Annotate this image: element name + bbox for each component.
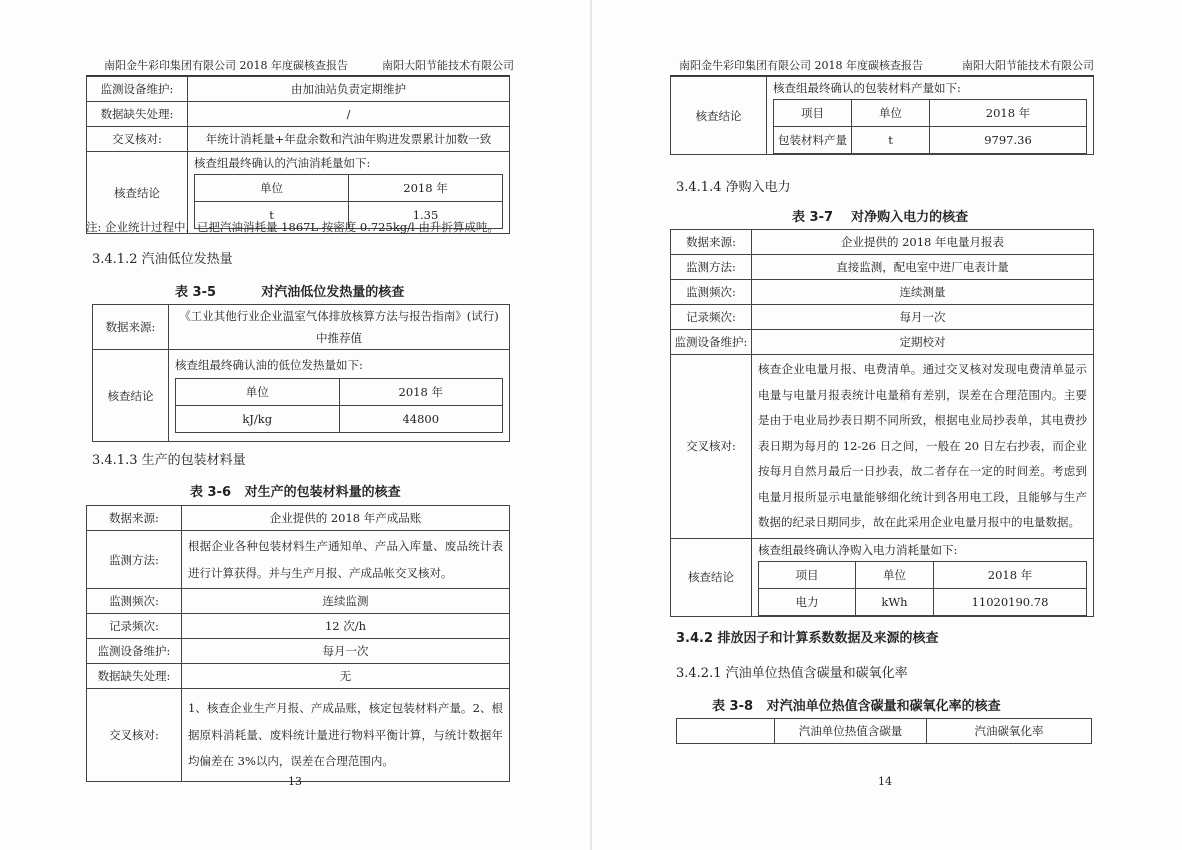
inner-head-cell: 单位 (195, 175, 349, 202)
row-label: 监测方法: (671, 255, 752, 280)
table-row (87, 77, 510, 102)
row-value: 1、核查企业生产月报、产成品账，核定包装材料产量。2、根据原料消耗量、废料统计量进行物料平衡计算，与统计数据年均偏差在 3%以内，误差在合理范围内。 (182, 689, 510, 782)
table-row (87, 506, 510, 531)
table-3-8-caption: 表 3-8 对汽油单位热值含碳量和碳氧化率的核查 (712, 699, 1001, 714)
inner-table (773, 99, 1087, 154)
table-gasoline-consumption (86, 76, 510, 234)
inner-cell: 44800 (339, 406, 503, 433)
row-value: 12 次/h (182, 614, 510, 639)
table-row (671, 255, 1094, 280)
table-3-5-caption: 表 3-5 对汽油低位发热量的核查 (175, 285, 405, 300)
table-row (87, 589, 510, 614)
row-label: 记录频次: (671, 305, 752, 330)
table-row (677, 719, 1092, 744)
table-row (87, 614, 510, 639)
section-342-heading: 3.4.2 排放因子和计算系数数据及来源的核查 (676, 631, 939, 646)
inner-head-cell: 2018 年 (934, 561, 1087, 588)
page-13 (0, 0, 590, 850)
table-row (671, 330, 1094, 355)
table-row (671, 280, 1094, 305)
row-value: 企业提供的 2018 年电量月报表 (752, 230, 1094, 255)
section-3413-heading: 3.4.1.3 生产的包装材料量 (92, 453, 246, 468)
inner-head-cell: 单位 (176, 379, 340, 406)
conclusion-label: 核查结论 (671, 77, 767, 155)
conclusion-label: 核查结论 (93, 350, 169, 442)
head-cell (677, 719, 775, 744)
row-label: 数据缺失处理: (87, 664, 182, 689)
section-3412-heading: 3.4.1.2 汽油低位发热量 (92, 252, 233, 267)
inner-table (758, 561, 1087, 616)
table-row (87, 639, 510, 664)
row-label: 交叉核对: (671, 355, 752, 539)
inner-head-cell: 项目 (774, 100, 852, 127)
row-value: 无 (182, 664, 510, 689)
row-value: 核查企业电量月报、电费清单。通过交叉核对发现电费清单显示电量与电量月报表统计电量稍有差别，误差在合理范围内。主要是由于电业局抄表日期不同所致，根据电业局抄表单，其电费抄表日期为每月的 12-26 日之间，一般在 20 日左右抄表，而企业按每月自然月最后一日抄表，故二者存在一定的时间差。考虑到电量月报所显示电量能够细化统计到各用电工段，且能够与生产数据的纪录日期同步，故在此采用企业电量月报中的电量数据。 (752, 355, 1094, 539)
row-value: 每月一次 (182, 639, 510, 664)
row-value: 每月一次 (752, 305, 1094, 330)
conclusion-label: 核查结论 (671, 538, 752, 616)
table-row (671, 538, 1094, 616)
table-row (671, 355, 1094, 539)
table-row (87, 127, 510, 152)
row-label: 数据来源: (87, 506, 182, 531)
conclusion-label: 核查结论 (87, 152, 188, 234)
row-label: 数据来源: (671, 230, 752, 255)
table-row (93, 350, 510, 442)
row-value: 年统计消耗量+年盘余数和汽油年购进发票累计加数一致 (188, 127, 510, 152)
table-row (671, 230, 1094, 255)
row-value: 定期校对 (752, 330, 1094, 355)
row-label: 监测方法: (87, 531, 182, 589)
conclusion-intro: 核查组最终确认油的低位发热量如下: (175, 358, 363, 372)
inner-cell: 9797.36 (930, 127, 1087, 154)
section-3421-heading: 3.4.2.1 汽油单位热值含碳量和碳氧化率 (676, 666, 908, 681)
row-value: 连续监测 (182, 589, 510, 614)
header-company: 南阳金牛彩印集团有限公司 2018 年度碳核查报告 (679, 59, 923, 72)
table-3-7 (670, 229, 1094, 617)
head-cell: 汽油单位热值含碳量 (775, 719, 927, 744)
page-number: 13 (288, 775, 302, 788)
row-value: 企业提供的 2018 年产成品账 (182, 506, 510, 531)
table-3-5 (92, 304, 510, 442)
head-cell: 汽油碳氧化率 (927, 719, 1092, 744)
table-packaging-conclusion (670, 76, 1094, 155)
table-row (87, 664, 510, 689)
row-value: 由加油站负责定期维护 (188, 77, 510, 102)
inner-head-cell: 单位 (856, 561, 934, 588)
inner-cell: t (195, 202, 349, 229)
inner-head-cell: 项目 (759, 561, 856, 588)
inner-head-cell: 2018 年 (349, 175, 503, 202)
table-row (93, 305, 510, 350)
source-line-1: 《工业其他行业企业温室气体排放核算方法与报告指南》(试行) (179, 309, 499, 323)
table-3-7-caption: 表 3-7 对净购入电力的核查 (792, 210, 969, 225)
row-label: 记录频次: (87, 614, 182, 639)
header-auditor: 南阳大阳节能技术有限公司 (382, 59, 514, 72)
row-label: 数据缺失处理: (87, 102, 188, 127)
row-label: 监测频次: (87, 589, 182, 614)
section-3414-heading: 3.4.1.4 净购入电力 (676, 180, 791, 195)
inner-cell: 包装材料产量 (774, 127, 852, 154)
row-label: 监测设备维护: (87, 639, 182, 664)
inner-cell: 电力 (759, 588, 856, 615)
inner-head-cell: 2018 年 (339, 379, 503, 406)
header-auditor: 南阳大阳节能技术有限公司 (962, 59, 1094, 72)
row-label: 交叉核对: (87, 689, 182, 782)
table-row (87, 689, 510, 782)
inner-cell: 1.35 (349, 202, 503, 229)
table-row (671, 77, 1094, 155)
row-label: 监测频次: (671, 280, 752, 305)
table-note: 注: 企业统计过程中，已把汽油消耗量 1867L 按密度 0.725kg/l 由升折算成吨。 (86, 220, 499, 234)
conclusion-intro: 核查组最终确认的汽油消耗量如下: (194, 156, 371, 170)
inner-head-cell: 单位 (852, 100, 930, 127)
table-row (671, 305, 1094, 330)
row-value: 根据企业各种包装材料生产通知单、产品入库量、废品统计表进行计算获得。并与生产月报、产成品帐交叉核对。 (182, 531, 510, 589)
conclusion-intro: 核查组最终确认净购入电力消耗量如下: (758, 542, 958, 557)
row-value: / (188, 102, 510, 127)
row-label: 交叉核对: (87, 127, 188, 152)
inner-cell: kWh (856, 588, 934, 615)
page-number: 14 (878, 775, 892, 788)
inner-table (175, 378, 503, 433)
table-3-6-caption: 表 3-6 对生产的包装材料量的核查 (190, 485, 401, 500)
header-company: 南阳金牛彩印集团有限公司 2018 年度碳核查报告 (104, 59, 348, 72)
table-3-8 (676, 718, 1092, 744)
inner-cell: kJ/kg (176, 406, 340, 433)
row-label: 监测设备维护: (671, 330, 752, 355)
inner-cell: 11020190.78 (934, 588, 1087, 615)
row-value: 连续测量 (752, 280, 1094, 305)
table-3-6 (86, 505, 510, 782)
inner-cell: t (852, 127, 930, 154)
row-label: 监测设备维护: (87, 77, 188, 102)
row-label: 数据来源: (93, 305, 169, 350)
inner-head-cell: 2018 年 (930, 100, 1087, 127)
table-row (87, 102, 510, 127)
table-row (87, 531, 510, 589)
source-line-2: 中推荐值 (316, 331, 362, 345)
page-14 (592, 0, 1182, 850)
conclusion-intro: 核查组最终确认的包装材料产量如下: (773, 81, 961, 95)
row-value: 直接监测，配电室中进厂电表计量 (752, 255, 1094, 280)
